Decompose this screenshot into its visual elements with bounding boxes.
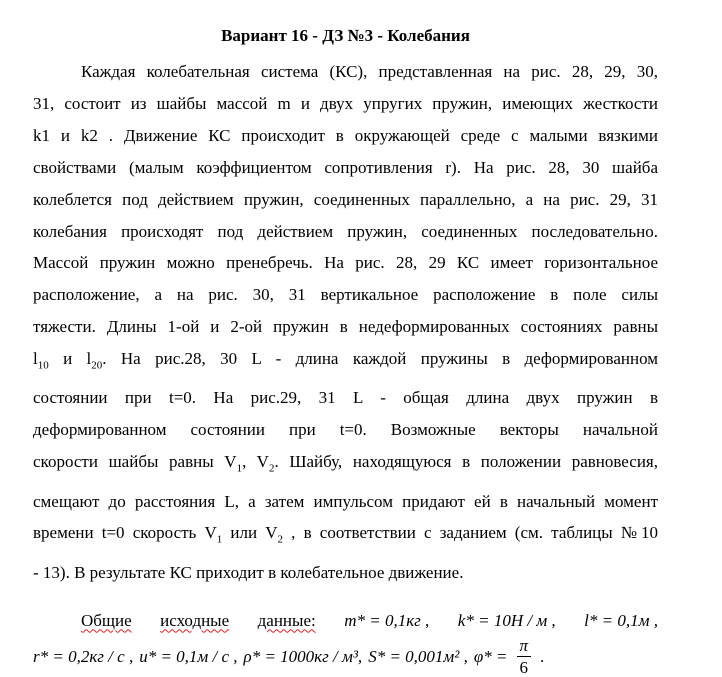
paragraph-line: деформированном состоянии при t=0. Возможные векторы начальной xyxy=(33,420,658,440)
paragraph-line: тяжести. Длины 1-ой и 2-ой пружин в недеформированных состояниях равны xyxy=(33,317,658,337)
given-word-1: Общие xyxy=(81,610,132,630)
document-page xyxy=(33,22,658,675)
text-run: . На рис.28, 30 L - длина каждой пружины в деформированном xyxy=(102,349,659,369)
paragraph-line xyxy=(33,343,658,382)
fraction-numerator: π xyxy=(517,637,532,657)
given-row-1 xyxy=(33,603,658,639)
paragraph-line: состоянии при t=0. На рис.29, 31 L - общая длина двух пружин в xyxy=(33,388,658,408)
given-word-2: исходные xyxy=(160,610,230,630)
formula-resistance: r* = 0,2кг / с , xyxy=(33,646,134,666)
task-paragraph xyxy=(33,56,658,589)
formula-phi-fraction xyxy=(517,637,532,676)
subscript: 1 xyxy=(216,533,223,546)
paragraph-line: колебания происходят под действием пружин, соединенных последовательно. xyxy=(33,221,658,241)
given-data xyxy=(33,603,658,675)
paragraph-line: свойствами (малым коэффициентом сопротивления r). На рис. 28, 30 шайба xyxy=(33,157,658,177)
subscript: 2 xyxy=(268,462,275,475)
given-word-3: данные: xyxy=(257,610,316,630)
formula-phi-lhs: φ* = xyxy=(473,646,508,666)
paragraph-line: расположение, а на рис. 30, 31 вертикальное расположение в поле силы xyxy=(33,285,658,305)
text-run: l xyxy=(33,349,38,369)
formula-end: . xyxy=(540,646,545,666)
text-run: или V xyxy=(222,523,278,543)
paragraph-line: смещают до расстояния L, а затем импульсом придают ей в начальный момент xyxy=(33,491,658,511)
subscript: 2 xyxy=(277,533,284,546)
paragraph-line xyxy=(33,517,658,556)
subscript: 10 xyxy=(37,359,49,372)
paragraph-line: колеблется под действием пружин, соединенных параллельно, а на рис. 29, 31 xyxy=(33,189,658,209)
paragraph-line: 31, состоит из шайбы массой m и двух упругих пружин, имеющих жесткости xyxy=(33,93,658,113)
formula-density: ρ* = 1000кг / м³, xyxy=(243,646,363,666)
text-run: скорости шайбы равны V xyxy=(33,452,237,472)
subscript: 1 xyxy=(236,462,243,475)
paragraph-line: Каждая колебательная система (КС), представленная на рис. 28, 29, 30, xyxy=(81,62,658,81)
subscript: 20 xyxy=(91,359,103,372)
formula-length: l* = 0,1м , xyxy=(584,610,658,630)
text-run: , V xyxy=(242,452,269,472)
text-run: , в соответствии с заданием (см. таблицы №10 xyxy=(283,523,658,543)
text-run: времени t=0 скорость V xyxy=(33,523,217,543)
paragraph-line xyxy=(33,446,658,485)
paragraph-line: k1 и k2 . Движение КС происходит в окружающей среде с малыми вязкими xyxy=(33,125,658,145)
document-title: Вариант 16 - ДЗ №3 - Колебания xyxy=(221,26,470,45)
text-run: . Шайбу, находящуюся в положении равновесия, xyxy=(274,452,658,472)
paragraph-line: - 13). В результате КС приходит в колебательное движение. xyxy=(33,562,464,582)
paragraph-line: Массой пружин можно пренебречь. На рис. 28, 29 КС имеет горизонтальное xyxy=(33,253,658,273)
formula-stiffness: k* = 10Н / м , xyxy=(457,610,556,630)
formula-velocity: u* = 0,1м / с , xyxy=(139,646,238,666)
formula-area: S* = 0,001м² , xyxy=(368,646,468,666)
fraction-denominator: 6 xyxy=(519,658,529,677)
given-row-2 xyxy=(33,636,658,677)
text-run: и l xyxy=(48,349,92,369)
formula-mass: m* = 0,1кг , xyxy=(344,610,430,630)
